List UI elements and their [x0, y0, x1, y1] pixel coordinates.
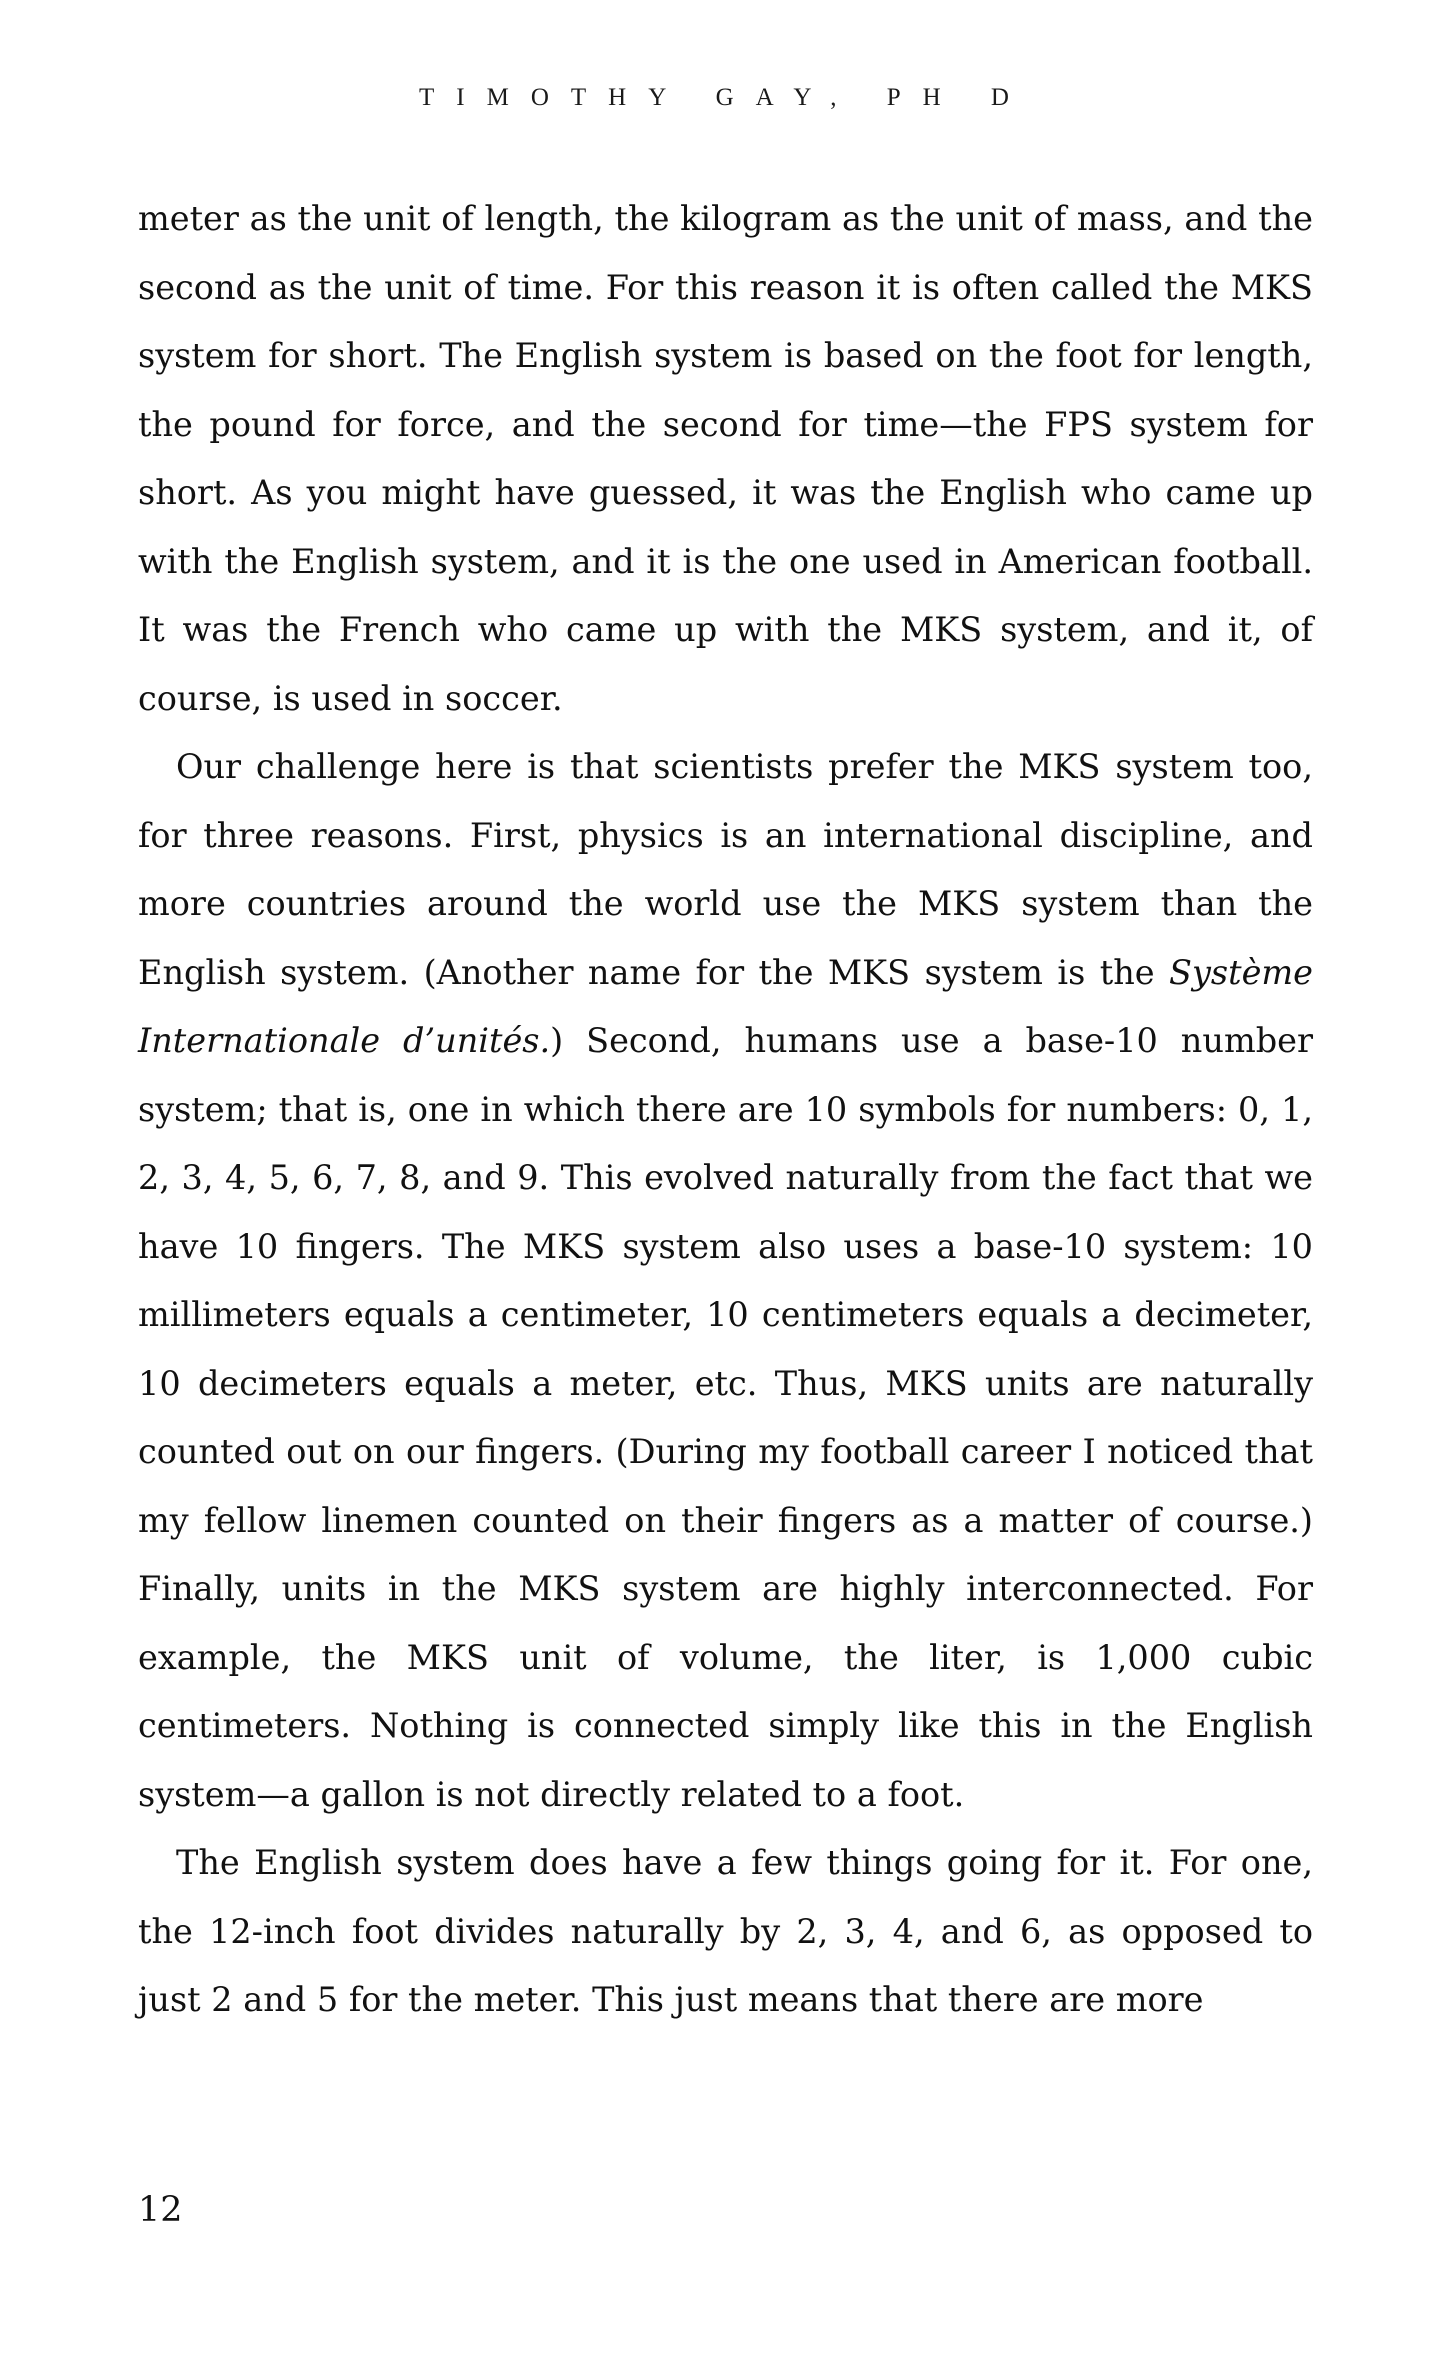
paragraph-2-italic-term: Système Internationale d’unités.: [138, 952, 1313, 1060]
paragraph-2-text-a: Our challenge here is that scientists prefer the MKS system too, for three reasons. First, physics is an international discipline, and more countries around the world use the MKS system than the English system. (Another name for the MKS system is the: [138, 747, 1313, 992]
running-head: TIMOTHY GAY, PH D: [419, 84, 1031, 111]
paragraph-3: [138, 1829, 1313, 2035]
paragraph-2-text-b: ) Second, humans use a base-10 number system; that is, one in which there are 10 symbols for numbers: 0, 1, 2, 3, 4, 5, 6, 7, 8, and 9. This evolved naturally from the fact that we have 10 fingers. The MKS system also uses a base-10 system: 10 millimeters equals a centimeter, 10 centimeters equals a decimeter, 10 decimeters equals a meter, etc. Thus, MKS units are naturally counted out on our fingers. (During my football career I noticed that my fellow linemen counted on their fingers as a matter of course.) Finally, units in the MKS system are highly interconnected. For example, the MKS unit of volume, the liter, is 1,000 cubic centimeters. Nothing is connected simply like this in the English system—a gallon is not directly related to a foot.: [138, 1021, 1314, 1814]
body-text: [138, 185, 1313, 2035]
paragraph-3-text: The English system does have a few things going for it. For one, the 12-inch foot divides naturally by 2, 3, 4, and 6, as opposed to just 2 and 5 for the meter. This just means that there are more: [138, 1843, 1313, 2019]
page-number: 12: [138, 2190, 183, 2230]
paragraph-2: [138, 733, 1313, 1829]
paragraph-1: [138, 185, 1313, 733]
paragraph-1-text: meter as the unit of length, the kilogram as the unit of mass, and the second as the unit of time. For this reason it is often called the MKS system for short. The English system is based on the foot for length, the pound for force, and the second for time—the FPS system for short. As you might have guessed, it was the English who came up with the English system, and it is the one used in American football. It was the French who came up with the MKS system, and it, of course, is used in soccer.: [138, 199, 1313, 718]
